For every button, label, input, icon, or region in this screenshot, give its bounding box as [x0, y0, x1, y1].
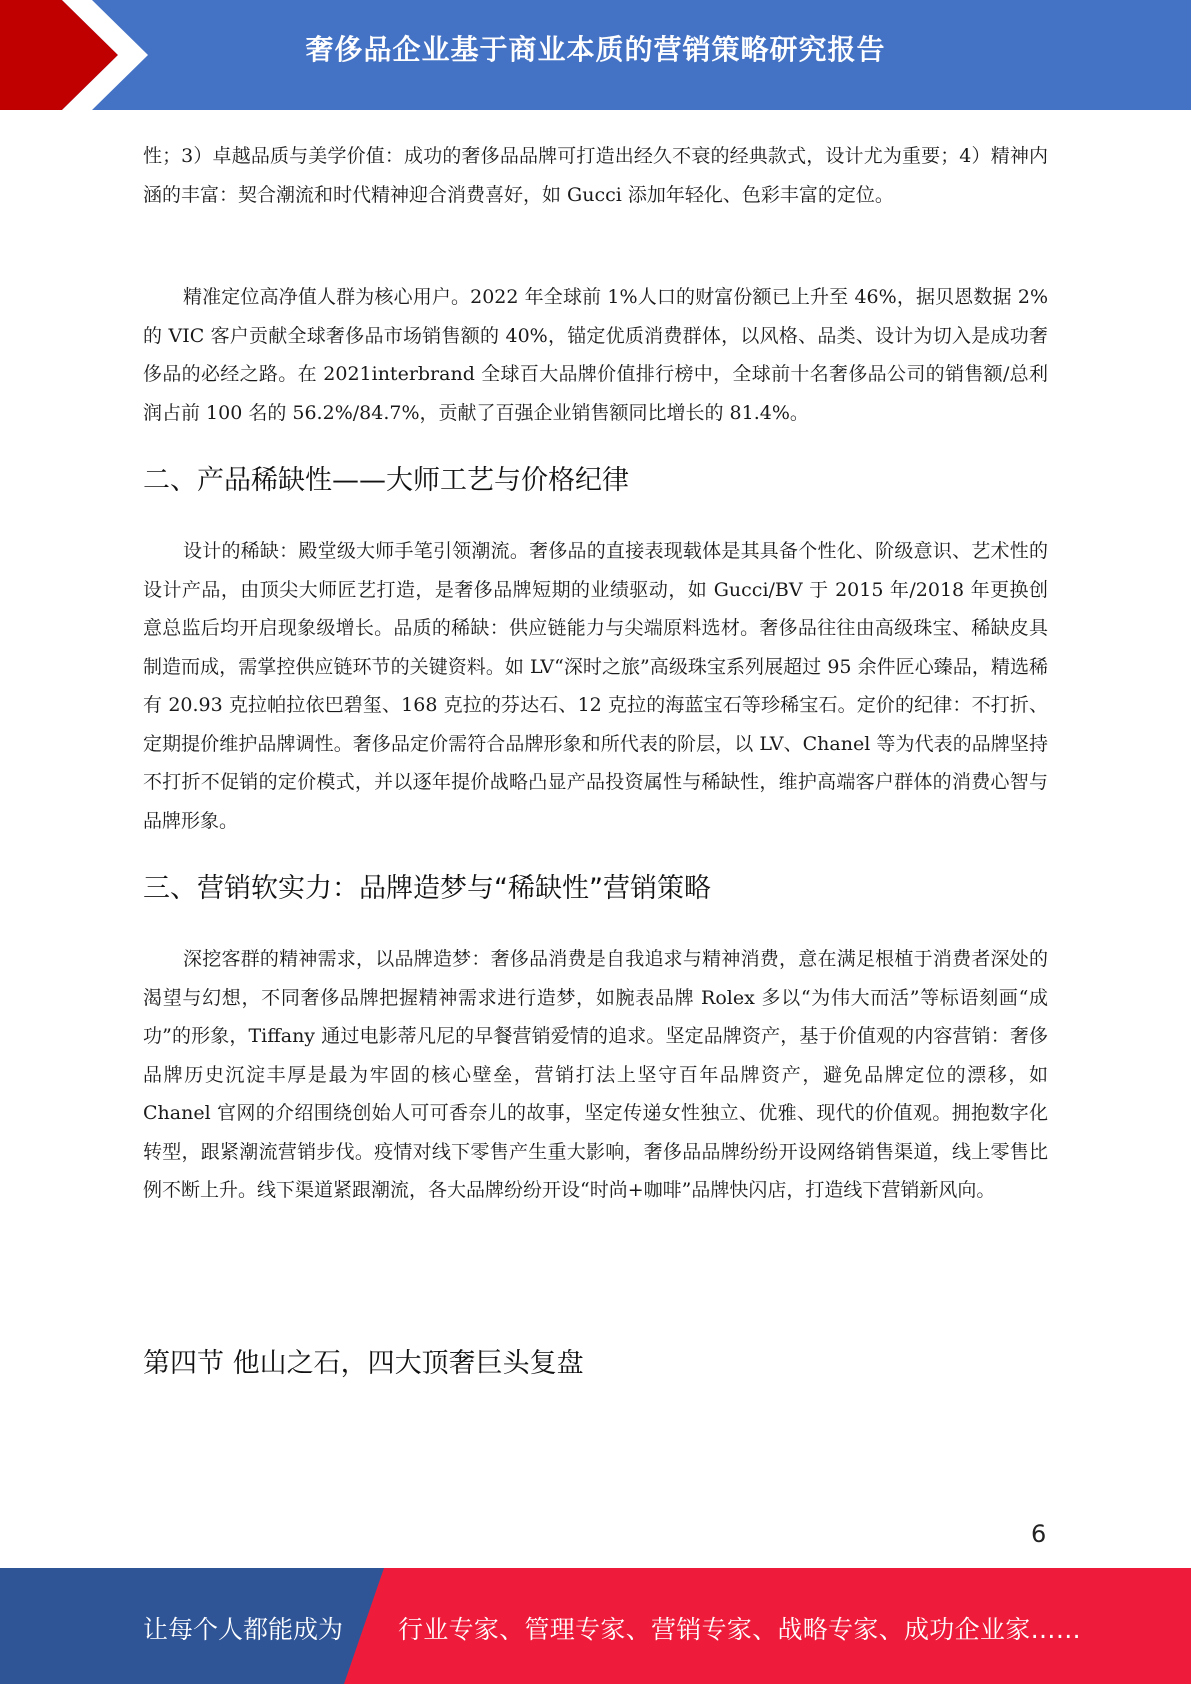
- page-header: [0, 0, 1191, 110]
- body-paragraph-2: 精准定位高净值人群为核心用户。2022 年全球前 1%人口的财富份额已上升至 46%，据贝恩数据 2%的 VIC 客户贡献全球奢侈品市场销售额的 40%，锚定优质消费群体，以风格、品类、设计为切入是成功奢侈品的必经之路。在 2021interbrand 全球百大品牌价值排行榜中，全球前十名奢侈品公司的销售额/总利润占前 100 名的 56.2%/84.7%，贡献了百强企业销售额同比增长的 81.4%。: [143, 286, 1048, 424]
- body-paragraph-4: 深挖客群的精神需求，以品牌造梦：奢侈品消费是自我追求与精神消费，意在满足根植于消费者深处的渴望与幻想，不同奢侈品牌把握精神需求进行造梦，如腕表品牌 Rolex 多以“为伟大而活”等标语刻画“成功”的形象，Tiffany 通过电影蒂凡尼的早餐营销爱情的追求。坚定品牌资产，基于价值观的内容营销：奢侈品牌历史沉淀丰厚是最为牢固的核心壁垒，营销打法上坚守百年品牌资产，避免品牌定位的漂移，如 Chanel 官网的介绍围绕创始人可可香奈儿的故事，坚定传递女性独立、优雅、现代的价值观。拥抱数字化转型，跟紧潮流营销步伐。疫情对线下零售产生重大影响，奢侈品品牌纷纷开设网络销售渠道，线上零售比例不断上升。线下渠道紧跟潮流，各大品牌纷纷开设“时尚+咖啡”品牌快闪店，打造线下营销新风向。: [143, 948, 1048, 1201]
- header-title: 奢侈品企业基于商业本质的营销策略研究报告: [305, 33, 886, 66]
- page-number: 6: [1031, 1520, 1047, 1548]
- footer-slogan-left: 让每个人都能成为: [143, 1615, 344, 1644]
- section-heading-2: 二、产品稀缺性——大师工艺与价格纪律: [143, 465, 629, 496]
- body-paragraph-1: 性；3）卓越品质与美学价值：成功的奢侈品品牌可打造出经久不衰的经典款式，设计尤为重要；4）精神内涵的丰富：契合潮流和时代精神迎合消费喜好，如 Gucci 添加年轻化、色彩丰富的定位。: [143, 145, 1048, 206]
- body-paragraph-3: 设计的稀缺：殿堂级大师手笔引领潮流。奢侈品的直接表现载体是其具备个性化、阶级意识、艺术性的设计产品，由顶尖大师匠艺打造，是奢侈品牌短期的业绩驱动，如 Gucci/BV 于 2015 年/2018 年更换创意总监后均开启现象级增长。品质的稀缺：供应链能力与尖端原料选材。奢侈品往往由高级珠宝、稀缺皮具制造而成，需掌控供应链环节的关键资料。如 LV“深时之旅”高级珠宝系列展超过 95 余件匠心臻品，精选稀有 20.93 克拉帕拉依巴碧玺、168 克拉的芬达石、12 克拉的海蓝宝石等珍稀宝石。定价的纪律：不打折、定期提价维护品牌调性。奢侈品定价需符合品牌形象和所代表的阶层，以 LV、Chanel 等为代表的品牌坚持不打折不促销的定价模式，并以逐年提价战略凸显产品投资属性与稀缺性，维护高端客户群体的消费心智与品牌形象。: [143, 540, 1048, 832]
- footer-slogan-right: 行业专家、管理专家、营销专家、战略专家、成功企业家……: [398, 1615, 1082, 1644]
- section-heading-4: 第四节 他山之石，四大顶奢巨头复盘: [143, 1348, 584, 1379]
- section-heading-3: 三、营销软实力：品牌造梦与“稀缺性”营销策略: [143, 873, 711, 904]
- page-footer: [0, 1568, 1191, 1684]
